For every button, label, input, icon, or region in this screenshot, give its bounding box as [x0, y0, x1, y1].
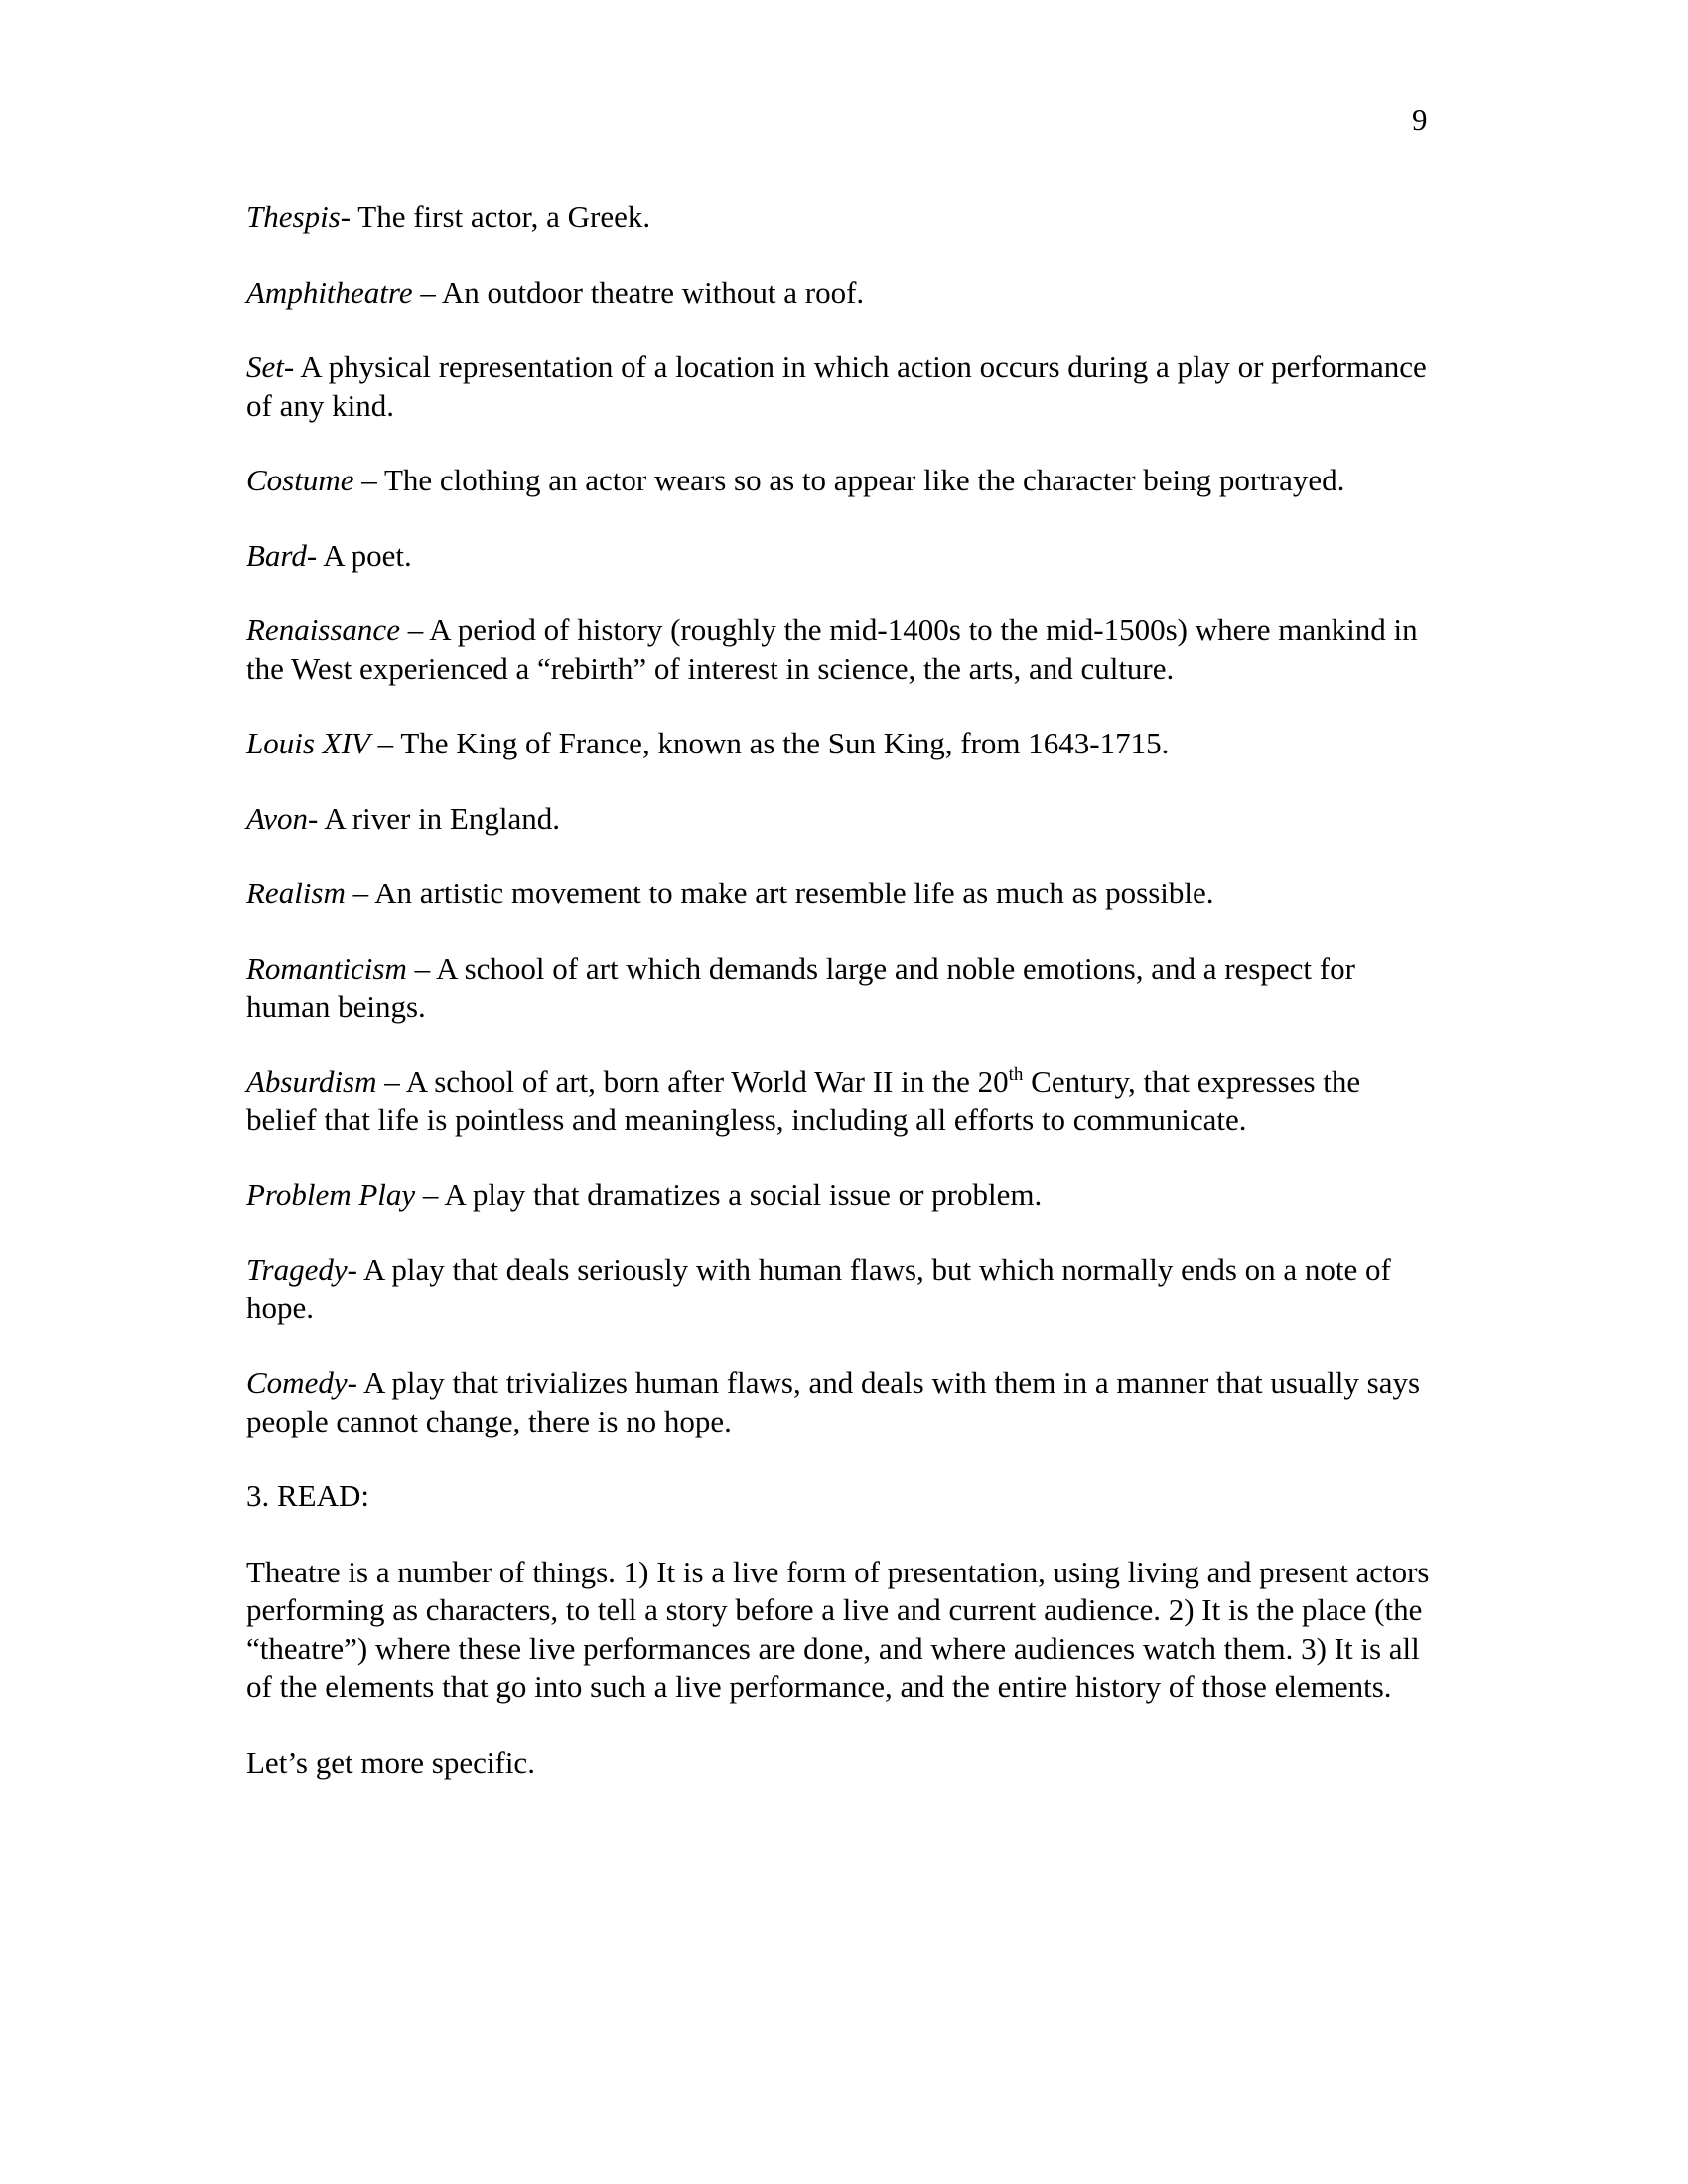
- separator: –: [369, 726, 401, 760]
- term: Avon: [246, 800, 308, 836]
- definition-amphitheatre: [246, 274, 1438, 313]
- term: Problem Play: [246, 1176, 416, 1212]
- separator: -: [308, 800, 325, 836]
- term: Absurdism: [246, 1063, 377, 1099]
- definition-text-continued: Century, that expresses the belief that life is pointless and meaningless, including all efforts to communicate.: [246, 1063, 1361, 1137]
- ordinal-superscript: th: [1008, 1063, 1024, 1085]
- definition-text: The first actor, a Greek.: [357, 200, 651, 234]
- separator: –: [412, 274, 442, 310]
- separator: –: [399, 613, 430, 647]
- definition-renaissance: [246, 612, 1438, 688]
- definition-text: The clothing an actor wears so as to appear like the character being portrayed.: [383, 463, 1345, 497]
- definition-text: A poet.: [323, 537, 412, 573]
- page-content: [246, 199, 1438, 1820]
- closing-line: Let’s get more specific.: [246, 1744, 535, 1780]
- separator: -: [306, 537, 324, 573]
- definition-bard: [246, 537, 1438, 576]
- term: Bard: [246, 537, 307, 573]
- read-paragraph: Theatre is a number of things. 1) It is a live form of presentation, using living and present actors performing as characters, to tell a story before a live and current audience. 2) It is the place (the “theatre”) where these live performances are done, and where audiences watch them. 3) It is all of the elements that go into such a live performance, and the entire history of those elements.: [246, 1554, 1430, 1704]
- separator: –: [353, 463, 384, 497]
- definition-absurdism: [246, 1063, 1438, 1140]
- separator: –: [415, 1176, 445, 1212]
- definition-text: A play that dramatizes a social issue or problem.: [444, 1176, 1043, 1212]
- separator: -: [347, 1252, 363, 1287]
- definition-avon: [246, 800, 1438, 839]
- term: Comedy: [246, 1365, 348, 1400]
- definition-comedy: [246, 1364, 1438, 1440]
- term: Louis XIV: [246, 726, 370, 760]
- separator: -: [283, 349, 301, 384]
- separator: -: [347, 1365, 363, 1400]
- term: Romanticism: [246, 950, 407, 986]
- definition-text: A physical representation of a location in which action occurs during a play or performance of any kind.: [246, 349, 1427, 423]
- definition-text: The King of France, known as the Sun King, from 1643-1715.: [400, 726, 1170, 760]
- definition-text: A play that deals seriously with human flaws, but which normally ends on a note of hope.: [246, 1252, 1391, 1325]
- definition-tragedy: [246, 1251, 1438, 1327]
- term: Set: [246, 349, 284, 384]
- term: Realism: [246, 876, 346, 910]
- term: Tragedy: [246, 1252, 348, 1287]
- definition-realism: [246, 875, 1438, 913]
- term: Thespis: [246, 200, 341, 234]
- separator: –: [376, 1063, 406, 1099]
- term: Renaissance: [246, 613, 400, 647]
- term: Amphitheatre: [246, 274, 413, 310]
- definition-text: A period of history (roughly the mid-1400s to the mid-1500s) where mankind in the West experienced a “rebirth” of interest in science, the arts, and culture.: [246, 613, 1418, 686]
- definition-costume: [246, 462, 1438, 500]
- read-heading: 3. READ:: [246, 1478, 369, 1513]
- definition-text: A river in England.: [324, 800, 560, 836]
- definition-problem-play: [246, 1176, 1438, 1215]
- separator: –: [345, 876, 375, 910]
- term: Costume: [246, 463, 354, 497]
- definition-set: [246, 348, 1438, 425]
- page-number: 9: [1412, 102, 1428, 137]
- definition-text: An outdoor theatre without a roof.: [441, 274, 865, 310]
- definition-text: An artistic movement to make art resemble life as much as possible.: [374, 876, 1214, 910]
- definition-romanticism: [246, 950, 1438, 1026]
- separator: –: [406, 950, 437, 986]
- definition-text: A school of art, born after World War II in the 20: [405, 1063, 1009, 1099]
- definition-thespis: [246, 199, 1438, 237]
- separator: -: [340, 200, 358, 234]
- definition-text: A play that trivializes human flaws, and deals with them in a manner that usually says people cannot change, there is no hope.: [246, 1365, 1421, 1438]
- definition-louis-xiv: [246, 725, 1438, 763]
- definition-text: A school of art which demands large and noble emotions, and a respect for human beings.: [246, 950, 1355, 1024]
